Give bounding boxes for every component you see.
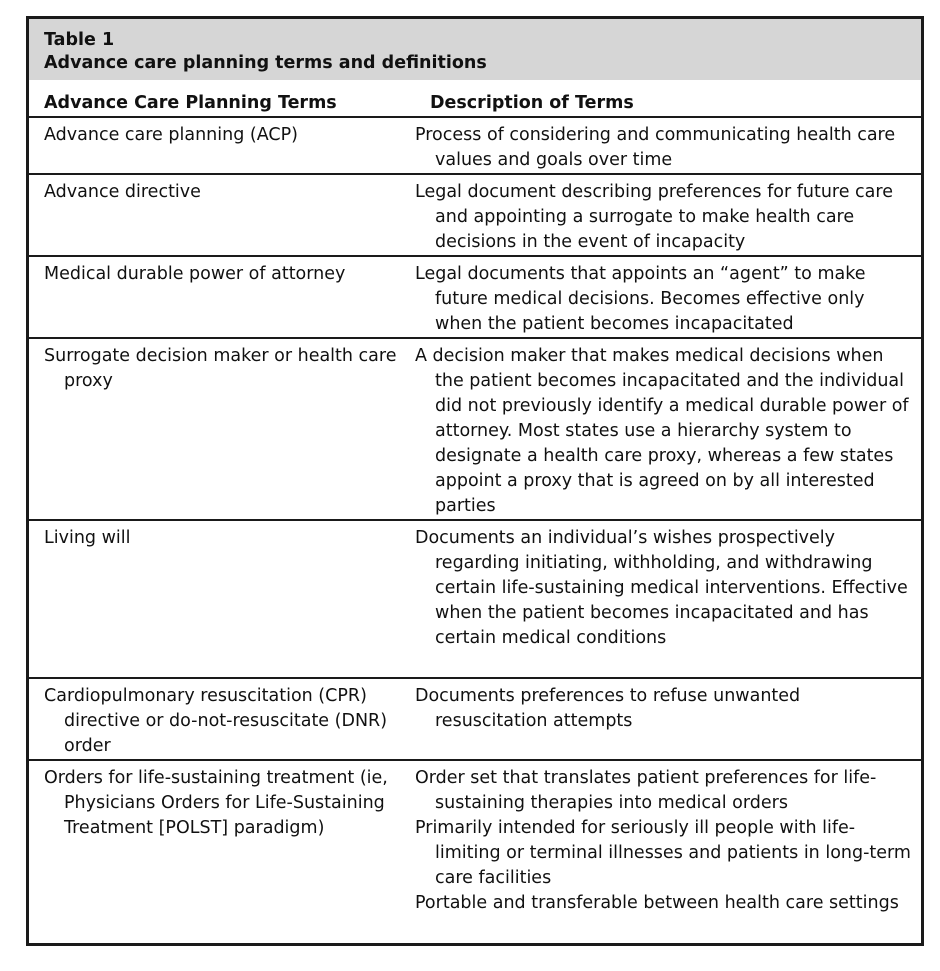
description-text: Legal document describing preferences for future care and appointing a surrogate to make health care decisions in the event of incapacity: [415, 182, 893, 252]
term-cell: [29, 339, 415, 519]
term-cell: [29, 761, 415, 946]
term-text: Advance directive: [44, 182, 201, 202]
term-cell: [29, 118, 415, 173]
description-text: Legal documents that appoints an “agent” to make future medical decisions. Becomes effective only when the patient becomes incapacitated: [415, 264, 866, 334]
description-cell: [415, 339, 921, 519]
table-label: Table 1: [44, 30, 115, 50]
table-caption: [29, 19, 921, 80]
table-container: [26, 16, 924, 946]
table-row: [29, 339, 921, 521]
description-text: Process of considering and communicating health care values and goals over time: [415, 125, 896, 170]
table-row: [29, 118, 921, 175]
table-row: [29, 679, 921, 761]
description-text: Order set that translates patient preferences for life-sustaining therapies into medical orders: [415, 768, 877, 813]
table-row: [29, 521, 921, 679]
description-cell: [415, 761, 921, 946]
description-text: A decision maker that makes medical decisions when the patient becomes incapacitated and the individual did not previously identify a medical durable power of attorney. Most states use a hierarchy system to designate a health care proxy, whereas a few states appoint a proxy that is agreed on by all interested parties: [415, 346, 909, 516]
table-header-row: [29, 80, 921, 118]
description-cell: [415, 679, 921, 759]
description-cell: [415, 521, 921, 677]
table-row: [29, 761, 921, 946]
table-row: [29, 257, 921, 339]
description-cell: [415, 257, 921, 337]
term-cell: [29, 521, 415, 677]
term-text: Orders for life-sustaining treatment (ie, Physicians Orders for Life-Sustaining Treatment [POLST] paradigm): [44, 768, 388, 838]
term-text: Surrogate decision maker or health care proxy: [44, 346, 397, 391]
term-text: Advance care planning (ACP): [44, 125, 298, 145]
description-text: Documents preferences to refuse unwanted resuscitation attempts: [415, 686, 801, 731]
term-cell: [29, 175, 415, 255]
term-text: Cardiopulmonary resuscitation (CPR) directive or do-not-resuscitate (DNR) order: [44, 686, 388, 756]
column-header-description: Description of Terms: [430, 93, 634, 113]
term-text: Medical durable power of attorney: [44, 264, 346, 284]
description-cell: [415, 118, 921, 173]
table-title: Advance care planning terms and definitions: [44, 53, 487, 73]
description-cell: [415, 175, 921, 255]
column-header-terms: Advance Care Planning Terms: [44, 93, 337, 113]
table-row: [29, 175, 921, 257]
description-text: Primarily intended for seriously ill people with life-limiting or terminal illnesses and patients in long-term care facilities: [415, 818, 911, 888]
term-text: Living will: [44, 528, 131, 548]
description-text: Portable and transferable between health care settings: [415, 893, 899, 913]
term-cell: [29, 679, 415, 759]
term-cell: [29, 257, 415, 337]
description-text: Documents an individual’s wishes prospectively regarding initiating, withholding, and withdrawing certain life-sustaining medical interventions. Effective when the patient becomes incapacitated and has certain medical conditions: [415, 528, 908, 648]
